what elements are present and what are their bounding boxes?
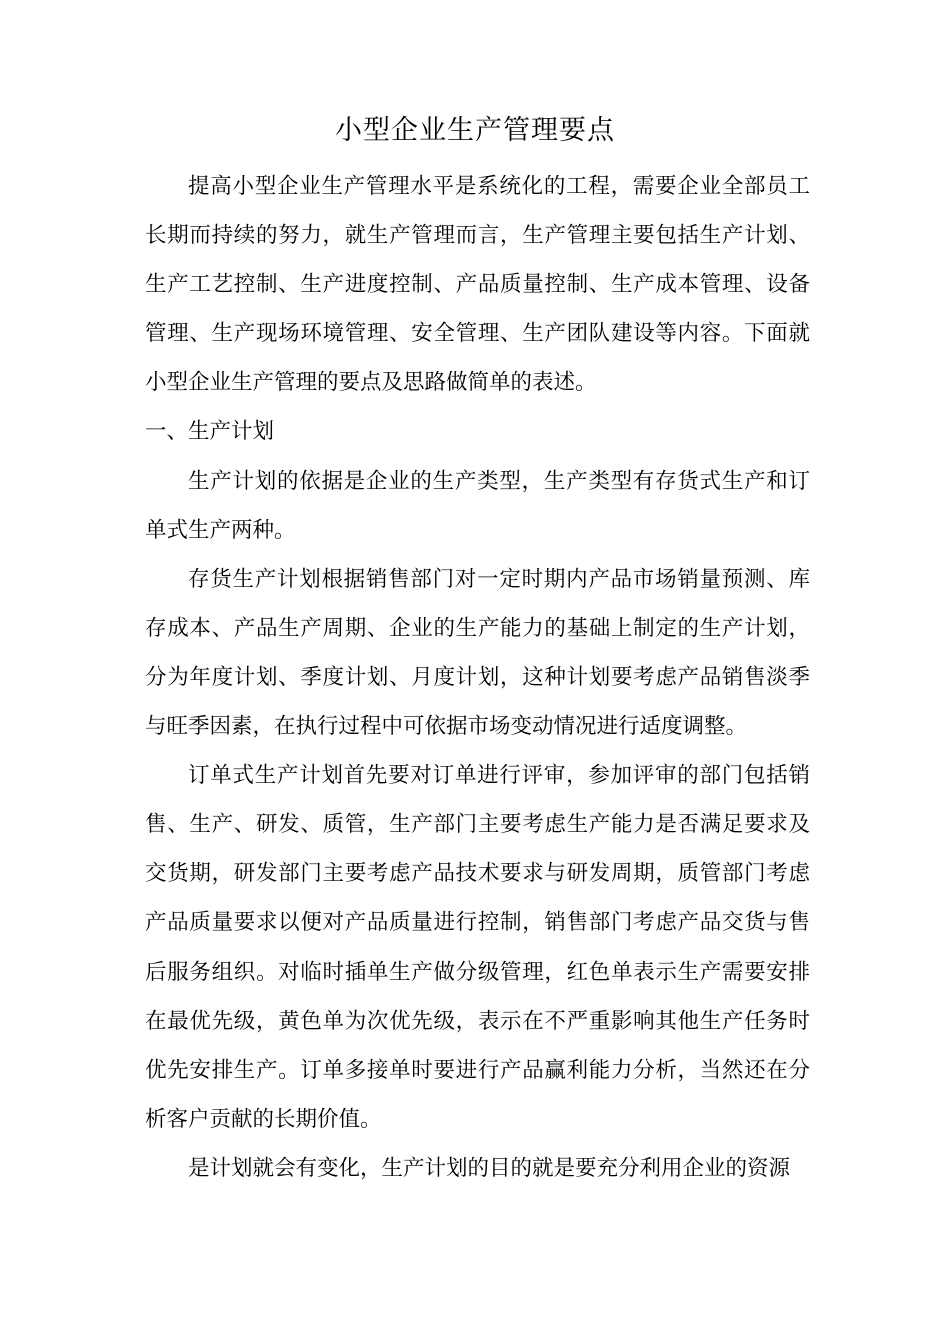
paragraph-production-types: 生产计划的依据是企业的生产类型，生产类型有存货式生产和订单式生产两种。 [145,468,810,543]
document-body [145,162,810,1193]
document-title: 小型企业生产管理要点 [335,115,615,146]
section-heading-production-plan: 一、生产计划 [145,419,275,445]
paragraph-inventory-plan: 存货生产计划根据销售部门对一定时期内产品市场销量预测、库存成本、产品生产周期、企业的生产能力的基础上制定的生产计划，分为年度计划、季度计划、月度计划，这种计划要考虑产品销售淡季与旺季因素，在执行过程中可依据市场变动情况进行适度调整。 [145,566,810,740]
paragraph-intro: 提高小型企业生产管理水平是系统化的工程，需要企业全部员工长期而持续的努力，就生产管理而言，生产管理主要包括生产计划、生产工艺控制、生产进度控制、产品质量控制、生产成本管理、设备管理、生产现场环境管理、安全管理、生产团队建设等内容。下面就小型企业生产管理的要点及思路做简单的表述。 [145,174,810,396]
paragraph-plan-changes: 是计划就会有变化，生产计划的目的就是要充分利用企业的资源 [188,1155,791,1181]
paragraph-order-plan: 订单式生产计划首先要对订单进行评审，参加评审的部门包括销售、生产、研发、质管，生产部门主要考虑生产能力是否满足要求及交货期，研发部门主要考虑产品技术要求与研发周期，质管部门考虑产品质量要求以便对产品质量进行控制，销售部门考虑产品交货与售后服务组织。对临时插单生产做分级管理，红色单表示生产需要安排在最优先级，黄色单为次优先级，表示在不严重影响其他生产任务时优先安排生产。订单多接单时要进行产品赢利能力分析，当然还在分析客户贡献的长期价值。 [145,763,810,1132]
